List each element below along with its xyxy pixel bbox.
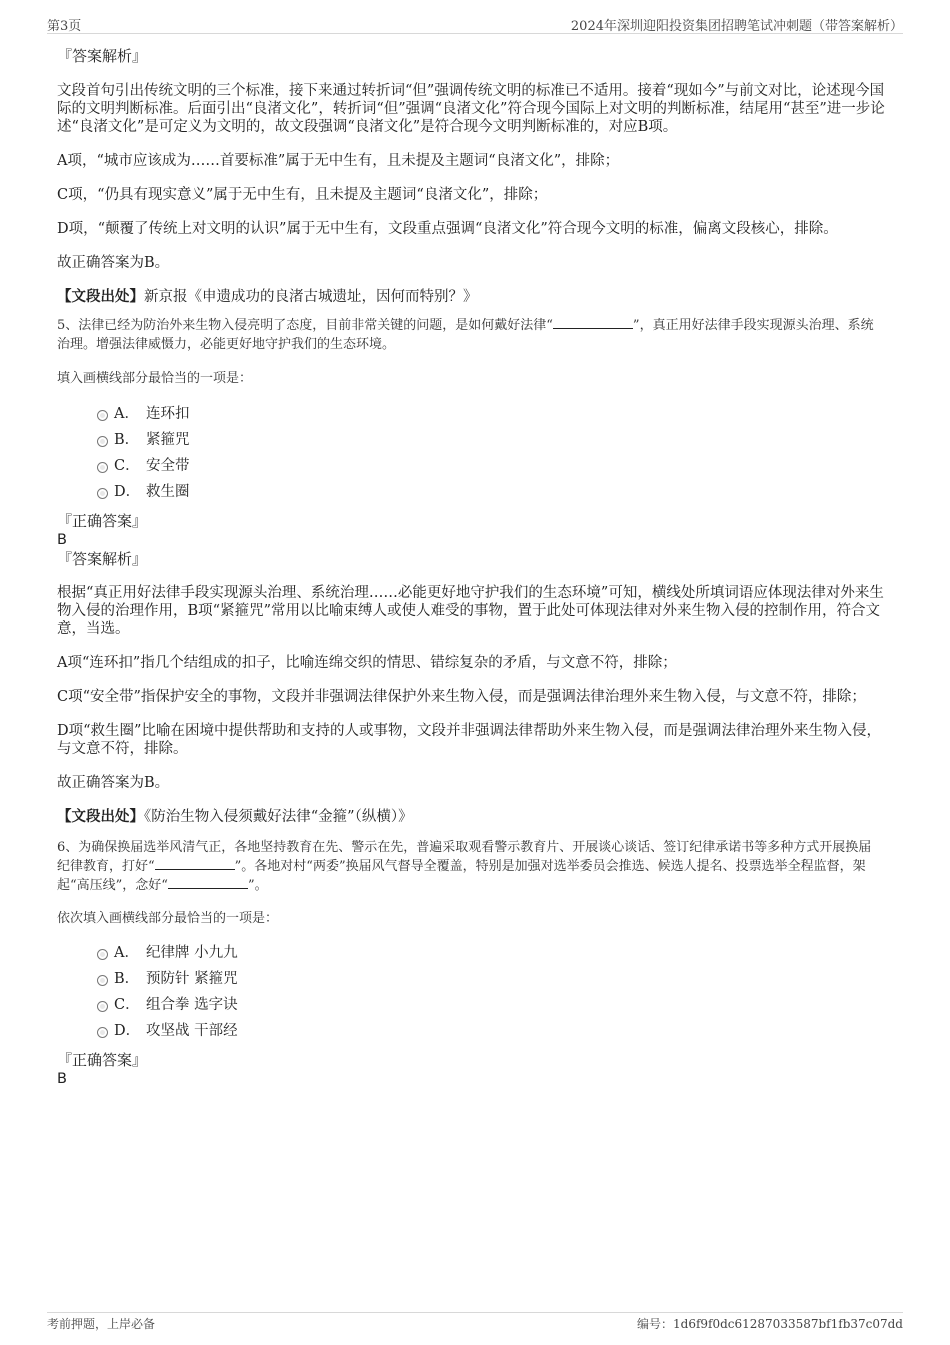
q5-option-c-note: C项“安全带”指保护安全的事物，文段并非强调法律保护外来生物入侵，而是强调法律治理外来生物入侵，与文意不符，排除； (57, 689, 866, 705)
q5-option-c[interactable] (57, 453, 895, 479)
q6-stem-line2a: 纪律教育，打好“ (57, 859, 155, 874)
q5-source-label: 【文段出处】 (57, 808, 144, 825)
prev-analysis-label: 『答案解析』 (57, 47, 148, 65)
option-letter: C． (114, 997, 140, 1013)
q5-analysis-label: 『答案解析』 (57, 550, 148, 568)
q6-answer: B (57, 1071, 67, 1087)
radio-icon[interactable] (97, 410, 108, 421)
radio-icon[interactable] (97, 488, 108, 499)
prev-option-d-note: D项，“颠覆了传统上对文明的认识”属于无中生有，文段重点强调“良渚文化”符合现今文明的标准，偏离文段核心，排除。 (57, 221, 838, 237)
prev-source-label: 【文段出处】 (57, 288, 144, 305)
radio-icon[interactable] (97, 462, 108, 473)
radio-icon[interactable] (97, 1001, 108, 1012)
option-letter: B． (114, 432, 140, 448)
q6-stem-line2b: ”。各地对村“两委”换届风气督导全覆盖，特别是加强对选举委员会推选、候选人提名、投票选举全程监督，架 (234, 859, 866, 874)
option-text: 预防针 紧箍咒 (146, 971, 238, 987)
option-text: 连环扣 (146, 406, 190, 422)
option-letter: C． (114, 458, 140, 474)
q6-option-d[interactable] (57, 1018, 895, 1044)
q5-option-d-note: D项“救生圈”比喻在困境中提供帮助和支持的人或事物，文段并非强调法律帮助外来生物入侵，而是强调法律治理外来生物入侵，与文意不符，排除。 (57, 723, 881, 757)
radio-icon[interactable] (97, 949, 108, 960)
option-text: 救生圈 (146, 484, 190, 500)
q5-answer-label: 『正确答案』 (57, 512, 148, 530)
q5-source (57, 808, 895, 826)
q6-answer-label: 『正确答案』 (57, 1051, 148, 1069)
prev-source (57, 288, 895, 306)
q6-stem-line3b: ”。 (247, 878, 268, 893)
q6-stem-line3a: 起“高压线”，念好“ (57, 878, 168, 893)
document-title: 2024年深圳迎阳投资集团招聘笔试冲刺题（带答案解析） (570, 19, 903, 34)
q6-option-a[interactable] (57, 940, 895, 966)
q5-options (57, 401, 895, 505)
page-header (47, 15, 903, 34)
option-text: 安全带 (146, 458, 190, 474)
prev-option-a-note: A项，“城市应该成为……首要标准”属于无中生有，且未提及主题词“良渚文化”，排除； (57, 153, 620, 169)
q5-option-a-note: A项“连环扣”指几个结组成的扣子，比喻连绵交织的情思、错综复杂的矛盾，与文意不符，排除； (57, 655, 677, 671)
document-code: 编号：1d6f9f0dc61287033587bf1fb37c07dd (637, 1317, 903, 1331)
option-text: 紧箍咒 (146, 432, 190, 448)
prev-conclusion: 故正确答案为B。 (57, 255, 170, 271)
q6-stem (57, 838, 895, 895)
option-letter: A． (114, 945, 139, 961)
option-letter: D． (114, 1023, 141, 1039)
q6-prompt: 依次填入画横线部分最恰当的一项是： (57, 911, 279, 926)
document-body (57, 44, 895, 1088)
q5-option-a[interactable] (57, 401, 895, 427)
q6-blank-1 (155, 857, 235, 870)
q6-option-b[interactable] (57, 966, 895, 992)
page-footer (47, 1312, 903, 1335)
q5-analysis-paragraph: 根据“真正用好法律手段实现源头治理、系统治理……必能更好地守护我们的生态环境”可知，横线处所填词语应体现法律对外来生物入侵的治理作用，B项“紧箍咒”常用以比喻束缚人或使人难受的事物，置于此处可体现法律对外来生物入侵的控制作用，符合文意，当选。 (57, 585, 884, 637)
q6-option-c[interactable] (57, 992, 895, 1018)
option-text: 组合拳 选字诀 (146, 997, 238, 1013)
option-letter: A． (114, 406, 139, 422)
prev-option-c-note: C项，“仍具有现实意义”属于无中生有，且未提及主题词“良渚文化”，排除； (57, 187, 548, 203)
option-text: 攻坚战 干部经 (146, 1023, 238, 1039)
prev-source-text: 新京报《申遗成功的良渚古城遗址，因何而特别？》 (144, 289, 478, 305)
q5-stem-part2: ”，真正用好法律手段实现源头治理、系统 (632, 318, 874, 333)
radio-icon[interactable] (97, 975, 108, 986)
prev-analysis-paragraph: 文段首句引出传统文明的三个标准，接下来通过转折词“但”强调传统文明的标准已不适用。接着“现如今”与前文对比，论述现今国际的文明判断标准。后面引出“良渚文化”，转折词“但”强调“良渚文化”符合现今国际上对文明的判断标准，结尾用“甚至”进一步论述“良渚文化”是可定义为文明的，故文段强调“良渚文化”是符合现今文明判断标准的，对应B项。 (57, 83, 885, 135)
footer-slogan: 考前押题，上岸必备 (47, 1317, 156, 1331)
option-letter: D． (114, 484, 141, 500)
q5-option-b[interactable] (57, 427, 895, 453)
q6-blank-2 (168, 876, 248, 889)
q5-prompt: 填入画横线部分最恰当的一项是： (57, 371, 253, 386)
q5-stem-part1: 5、法律已经为防治外来生物入侵亮明了态度，目前非常关键的问题，是如何戴好法律“ (57, 318, 553, 333)
q5-stem (57, 316, 895, 354)
option-text: 纪律牌 小九九 (146, 945, 238, 961)
q5-option-d[interactable] (57, 479, 895, 505)
radio-icon[interactable] (97, 436, 108, 447)
radio-icon[interactable] (97, 1027, 108, 1038)
q5-conclusion: 故正确答案为B。 (57, 775, 170, 791)
q5-answer: B (57, 532, 67, 548)
q5-source-text: 《防治生物入侵须戴好法律“金箍”（纵横）》 (144, 809, 413, 825)
q5-stem-line2: 治理。增强法律威慑力，必能更好地守护我们的生态环境。 (57, 337, 396, 352)
q5-blank (553, 316, 633, 329)
q6-options (57, 940, 895, 1044)
option-letter: B． (114, 971, 140, 987)
page-number: 第3页 (47, 19, 82, 34)
q6-stem-line1: 6、为确保换届选举风清气正，各地坚持教育在先、警示在先，普遍采取观看警示教育片、开展谈心谈话、签订纪律承诺书等多种方式开展换届 (57, 840, 872, 855)
